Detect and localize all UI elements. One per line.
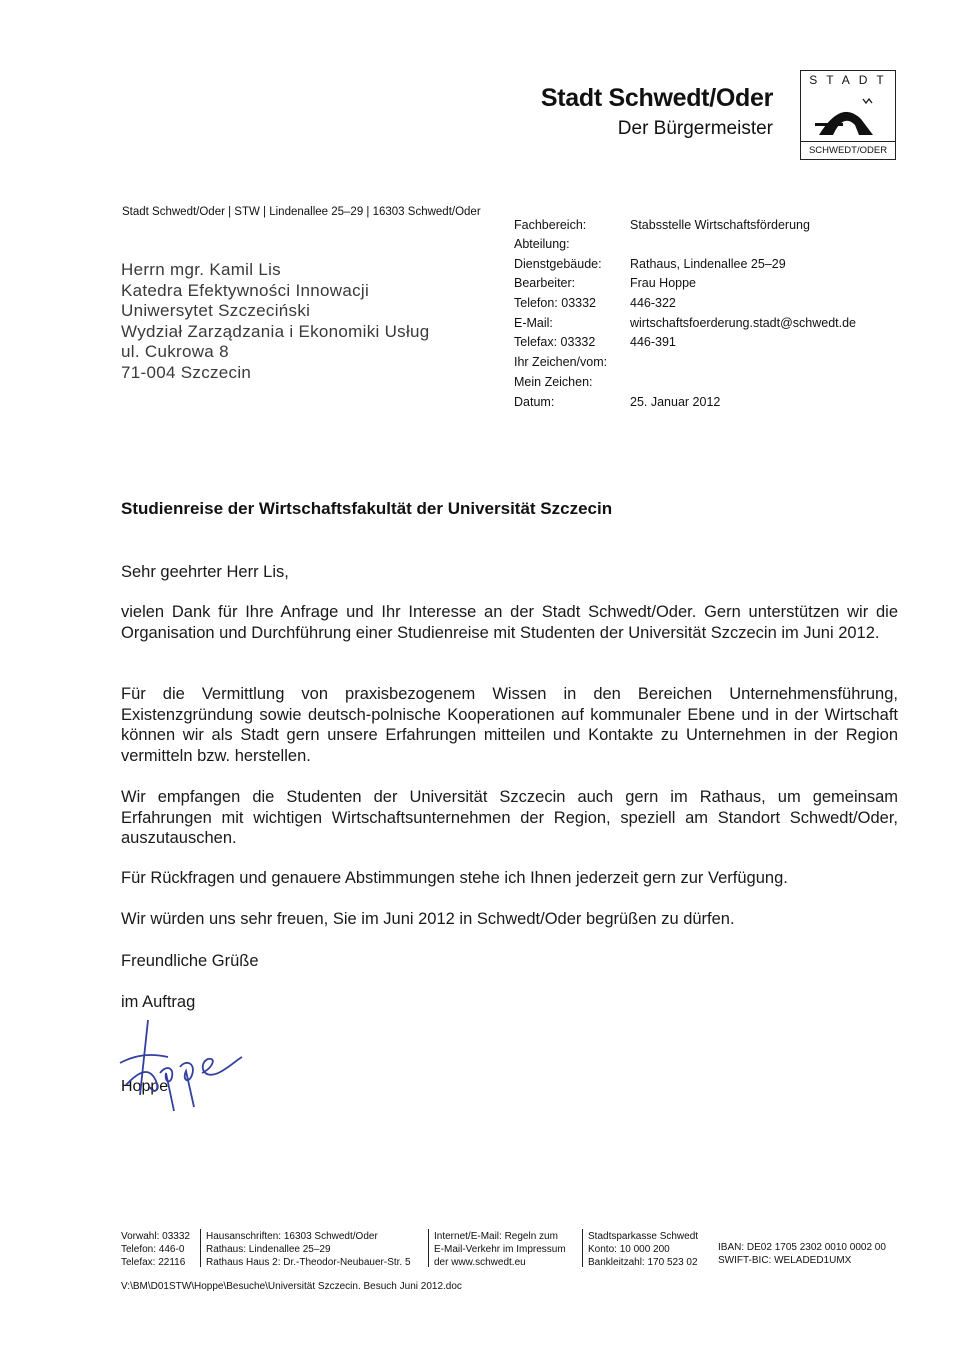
- file-path: V:\BM\D01STW\Hoppe\Besuche\Universität Szczecin. Besuch Juni 2012.doc: [121, 1281, 462, 1292]
- recipient-line: ul. Cukrowa 8: [121, 342, 229, 361]
- footer-internet-column: [434, 1230, 566, 1269]
- recipient-line: Katedra Efektywności Innowacji: [121, 280, 370, 300]
- body-paragraph: Wir würden uns sehr freuen, Sie im Juni 2012 in Schwedt/Oder begrüßen zu dürfen.: [121, 910, 735, 928]
- signature-name: Hoppe: [121, 1078, 169, 1095]
- info-label: Abteilung:: [514, 237, 570, 251]
- footer-address-column: [206, 1230, 411, 1269]
- letter-subject: Studienreise der Wirtschaftsfakultät der Universität Szczecin: [121, 499, 613, 518]
- footer-line: Telefon: 446-0: [121, 1244, 185, 1255]
- logo-top-text: STADT: [809, 73, 893, 87]
- info-value: 446-322: [630, 296, 676, 310]
- footer-line: Rathaus: Lindenallee 25–29: [206, 1244, 331, 1255]
- body-paragraph: vielen Dank für Ihre Anfrage und Ihr Interesse an der Stadt Schwedt/Oder. Gern unterstützen wir die Organisation und Durchführung einer Studienreise mit Studenten der Universität Szczecin im Juni 2012.: [121, 603, 898, 642]
- footer-line: Konto: 10 000 200: [588, 1244, 670, 1255]
- info-label: Mein Zeichen:: [514, 375, 593, 389]
- info-value: Stabsstelle Wirtschaftsförderung: [630, 218, 810, 232]
- footer-line: SWIFT-BIC: WELADED1UMX: [718, 1255, 852, 1266]
- footer-line: Bankleitzahl: 170 523 02: [588, 1257, 698, 1268]
- info-label: Telefon: 03332: [514, 296, 597, 310]
- info-label: E-Mail:: [514, 316, 553, 330]
- recipient-line: Herrn mgr. Kamil Lis: [121, 260, 281, 279]
- info-label: Fachbereich:: [514, 218, 587, 232]
- info-value: Frau Hoppe: [630, 276, 697, 290]
- footer-divider: [428, 1229, 429, 1267]
- footer-line: E-Mail-Verkehr im Impressum: [434, 1244, 566, 1255]
- info-value: 446-391: [630, 335, 676, 349]
- footer-phone-column: [121, 1230, 190, 1269]
- footer-line: der www.schwedt.eu: [434, 1257, 526, 1268]
- info-label: Datum:: [514, 395, 555, 409]
- logo-bottom-text: SCHWEDT/ODER: [801, 141, 895, 159]
- footer-line: Stadtsparkasse Schwedt: [588, 1231, 699, 1242]
- footer-line: IBAN: DE02 1705 2302 0010 0002 00: [718, 1242, 886, 1253]
- footer-line: Rathaus Haus 2: Dr.-Theodor-Neubauer-Str. 5: [206, 1257, 411, 1268]
- im-auftrag: im Auftrag: [121, 993, 196, 1011]
- info-label: Bearbeiter:: [514, 276, 576, 290]
- body-paragraph: Für die Vermittlung von praxisbezogenem Wissen in den Bereichen Unternehmensführung, Existenzgründung sowie deutsch-polnische Kooperationen auf kommunaler Ebene und in der Wirtschaft können wir als Stadt gern unsere Erfahrungen mitteilen und Kontakte zu Unternehmen in der Region vermitteln bzw. herstellen.: [121, 685, 898, 765]
- salutation: Sehr geehrter Herr Lis,: [121, 563, 289, 581]
- closing: Freundliche Grüße: [121, 952, 259, 970]
- recipient-line: Wydział Zarządzania i Ekonomiki Usług: [121, 321, 430, 341]
- body-paragraph: Für Rückfragen und genauere Abstimmungen stehe ich Ihnen jederzeit gern zur Verfügung.: [121, 869, 788, 887]
- footer-iban-column: [718, 1241, 886, 1267]
- recipient-address: [121, 260, 430, 383]
- footer-line: Vorwahl: 03332: [121, 1231, 190, 1242]
- info-value: wirtschaftsfoerderung.stadt@schwedt.de: [630, 316, 856, 330]
- body-paragraph: Wir empfangen die Studenten der Universität Szczecin auch gern im Rathaus, um gemeinsam Erfahrungen mit wichtigen Wirtschaftsunternehmen der Region, speziell am Standort Schwedt/Oder, auszutauschen.: [121, 788, 898, 847]
- footer-line: Telefax: 22116: [121, 1257, 186, 1268]
- info-label: Dienstgebäude:: [514, 257, 602, 271]
- footer-line: Internet/E-Mail: Regeln zum: [434, 1231, 558, 1242]
- bridge-icon: [811, 89, 885, 139]
- city-logo: [800, 70, 896, 160]
- info-date: 25. Januar 2012: [630, 395, 721, 409]
- info-label: Telefax: 03332: [514, 335, 596, 349]
- handwritten-signature: [110, 1015, 250, 1115]
- info-value: Rathaus, Lindenallee 25–29: [630, 257, 786, 271]
- footer-line: Hausanschriften: 16303 Schwedt/Oder: [206, 1231, 378, 1242]
- city-name-title: Stadt Schwedt/Oder: [540, 84, 773, 112]
- footer-divider: [582, 1229, 583, 1267]
- footer-bank-column: [588, 1230, 698, 1269]
- sender-return-address: Stadt Schwedt/Oder | STW | Lindenallee 25–29 | 16303 Schwedt/Oder: [122, 206, 481, 218]
- recipient-line: Uniwersytet Szczeciński: [121, 301, 311, 320]
- footer-divider: [200, 1229, 201, 1267]
- mayor-subtitle: Der Bürgermeister: [617, 118, 773, 139]
- info-label: Ihr Zeichen/vom:: [514, 355, 608, 369]
- recipient-line: 71-004 Szczecin: [121, 362, 252, 382]
